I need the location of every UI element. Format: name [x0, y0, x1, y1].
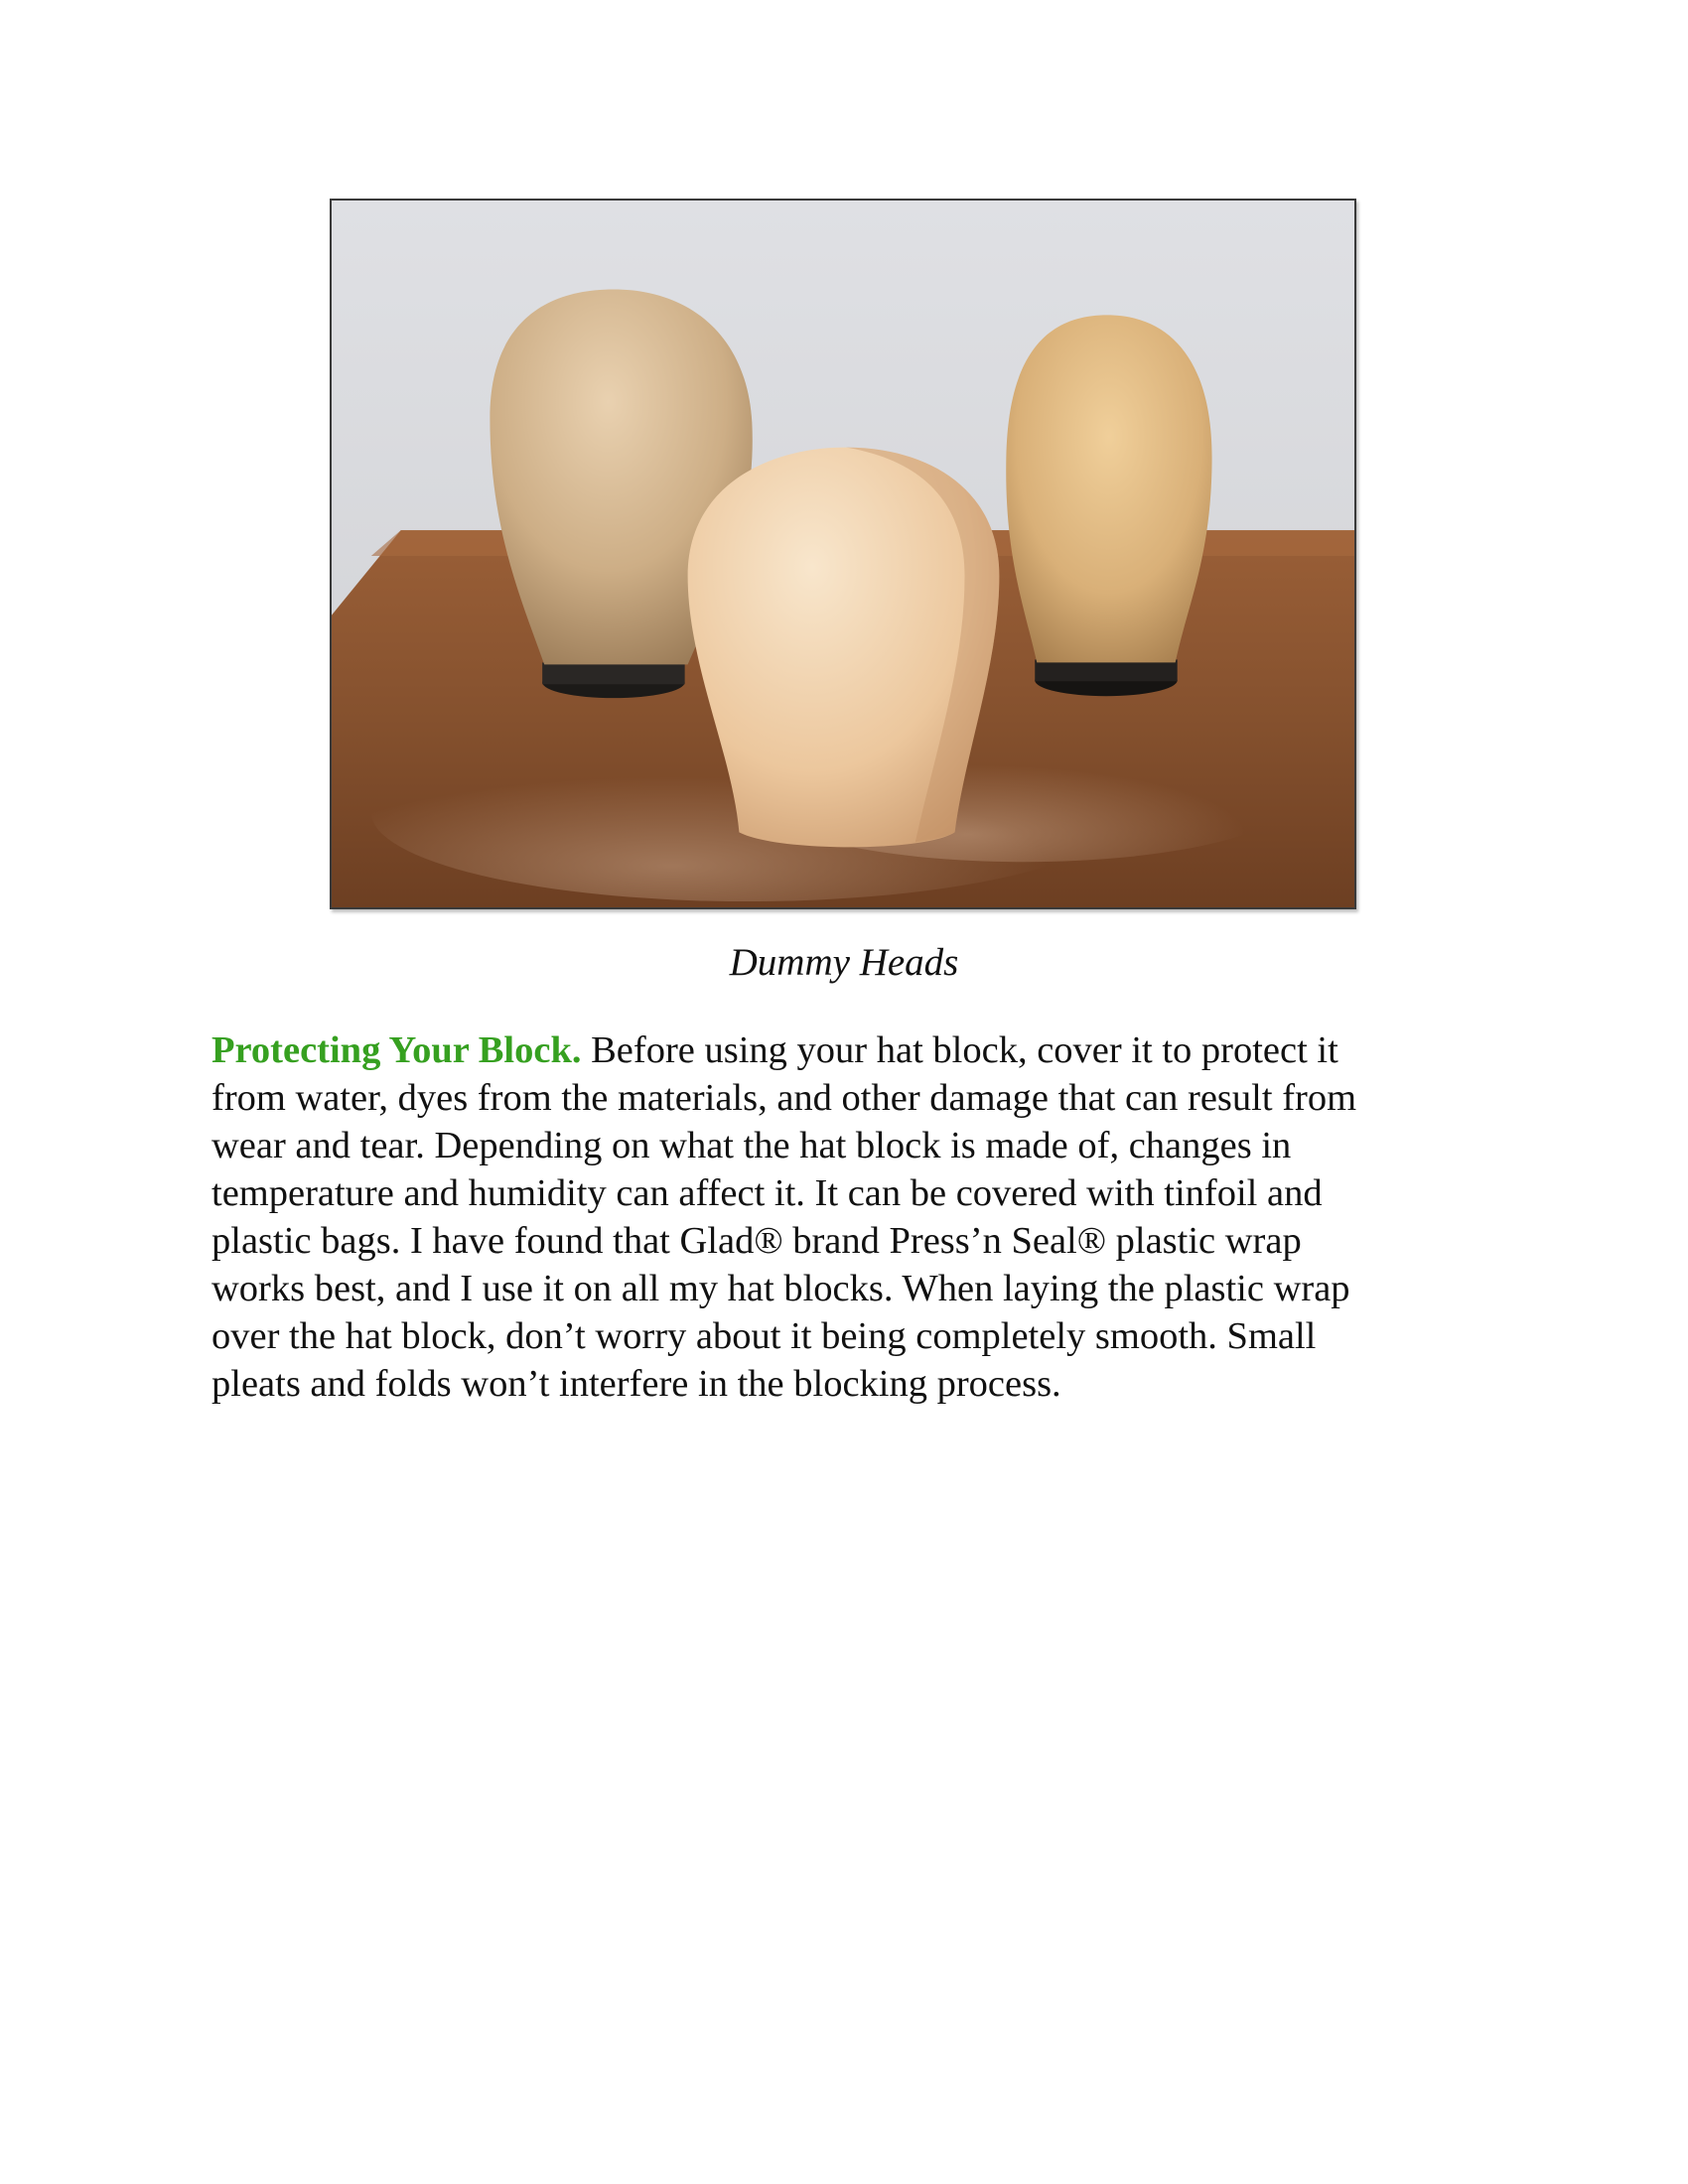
figure-caption: Dummy Heads [729, 941, 959, 984]
paragraph-line: temperature and humidity can affect it. It can be covered with tinfoil and [211, 1172, 1323, 1214]
paragraph-line: works best, and I use it on all my hat blocks. When laying the plastic wrap [211, 1268, 1350, 1309]
paragraph-line: wear and tear. Depending on what the hat block is made of, changes in [211, 1125, 1292, 1166]
paragraph-line: over the hat block, don’t worry about it being completely smooth. Small [211, 1315, 1317, 1357]
paragraph-line: pleats and folds won’t interfere in the blocking process. [211, 1363, 1061, 1405]
dummy-heads-photo [330, 199, 1356, 909]
section-paragraph [211, 1026, 1492, 1408]
section-heading: Protecting Your Block. [211, 1029, 582, 1071]
dummy-heads-illustration [332, 201, 1354, 907]
paragraph-line: plastic bags. I have found that Glad® brand Press’n Seal® plastic wrap [211, 1220, 1302, 1262]
paragraph-line: from water, dyes from the materials, and other damage that can result from [211, 1077, 1357, 1119]
paragraph-line: Before using your hat block, cover it to protect it [591, 1029, 1338, 1071]
